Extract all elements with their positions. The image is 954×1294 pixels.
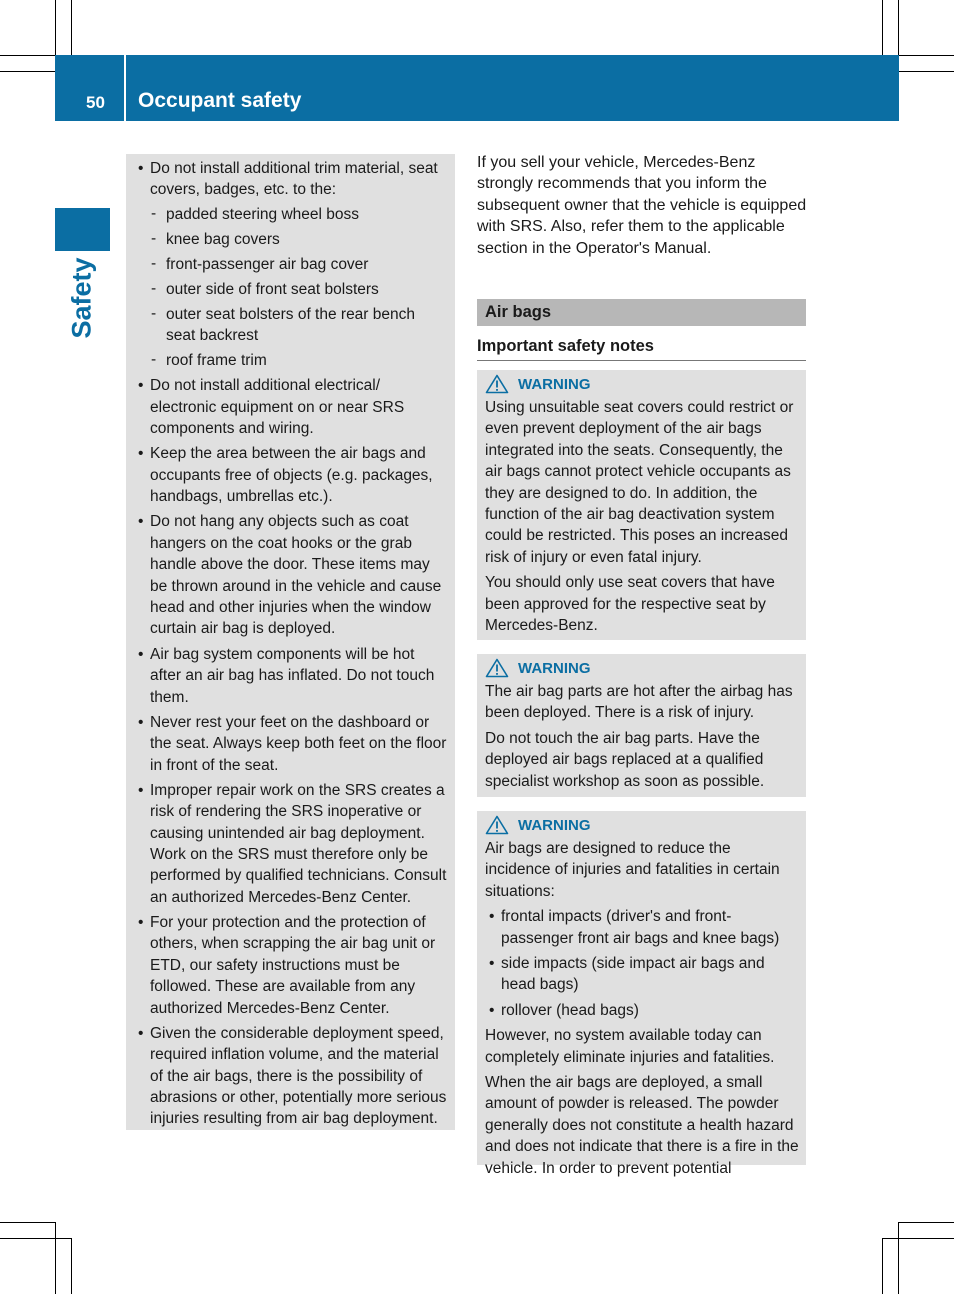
warning-header [485, 814, 799, 836]
warning-text: Using unsuitable seat covers could restrict or even prevent deployment of the air bags integrated into the seats. Consequently, the air bags cannot protect vehicle occupants as they are designed to do. In addition, the function of the air bag deactivation system could be restricted. This poses an increased risk of injury or even fatal injury. [485, 399, 794, 566]
crop-mark [55, 0, 56, 55]
crop-mark [882, 0, 883, 55]
crop-mark [55, 1222, 56, 1294]
section-heading: Air bags [477, 299, 806, 326]
crop-mark [0, 55, 55, 56]
bullet-item: • Do not hang any objects such as coat hangers on the coat hooks or the grab handle above the door. These items may be thrown around in the vehicle and cause head and other injuries when the window curtain air bag is deployed. [136, 511, 448, 639]
dash-item: - outer seat bolsters of the rear bench seat backrest [150, 304, 448, 347]
crop-mark [898, 1222, 899, 1294]
dash-item: - roof frame trim [150, 350, 448, 371]
warning-text: Do not touch the air bag parts. Have the deployed air bags replaced at a qualified specialist workshop as soon as possible. [485, 729, 765, 790]
safety-bullet-list [136, 158, 448, 1130]
crop-mark [882, 1238, 883, 1294]
crop-mark [71, 1238, 72, 1294]
bullet-item [136, 158, 448, 372]
warning-header [485, 373, 799, 395]
bullet-item: • Never rest your feet on the dashboard or the seat. Always keep both feet on the floor in front of the seat. [136, 712, 448, 776]
warning-triangle-icon [485, 374, 509, 394]
bullet-item: • Air bag system components will be hot after an air bag has inflated. Do not touch them. [136, 644, 448, 708]
bullet-item: • Given the considerable deployment speed, required inflation volume, and the material of the air bags, there is the possibility of abrasions or other, potentially more serious injuries resulting from air bag deployment. [136, 1023, 448, 1130]
dash-item: - padded steering wheel boss [150, 204, 448, 225]
header-divider [124, 55, 126, 121]
dash-item: - knee bag covers [150, 229, 448, 250]
subheading: Important safety notes [477, 337, 806, 361]
section-title: Occupant safety [138, 89, 302, 112]
bullet-text: Do not install additional trim material, seat covers, badges, etc. to the: [150, 160, 438, 199]
crop-mark [0, 71, 55, 72]
crop-mark [0, 1222, 55, 1223]
warning-text: You should only use seat covers that have been approved for the respective seat by Mercedes-Benz. [485, 574, 775, 635]
warning-label: WARNING [518, 375, 591, 393]
warning-text: The air bag parts are hot after the airbag has been deployed. There is a risk of injury. [485, 683, 793, 722]
chapter-tab [55, 208, 110, 251]
dash-item: - front-passenger air bag cover [150, 254, 448, 275]
crop-mark [898, 0, 899, 55]
crop-mark [899, 71, 954, 72]
warning-box [477, 654, 806, 797]
warning-text: Air bags are designed to reduce the incidence of injuries and fatalities in certain situations: [485, 840, 780, 900]
list-item: • rollover (head bags) [485, 1000, 799, 1021]
bullet-item: • For your protection and the protection of others, when scrapping the air bag unit or ETD, our safety instructions must be followed. These are available from any authorized Mercedes-Benz Center. [136, 912, 448, 1019]
warning-label: WARNING [518, 816, 591, 834]
page-number: 50 [86, 93, 105, 112]
warning-triangle-icon [485, 815, 509, 835]
crop-mark [0, 1238, 71, 1239]
dash-item: - outer side of front seat bolsters [150, 279, 448, 300]
warning-text: When the air bags are deployed, a small amount of powder is released. The powder generally does not constitute a health hazard and does not indicate that there is a fire in the vehicle. In order to prevent potential [485, 1074, 799, 1177]
crop-mark [899, 1222, 954, 1223]
page-header [55, 55, 899, 121]
list-item: • frontal impacts (driver's and front-passenger front air bags and knee bags) [485, 906, 799, 949]
trim-location-list [150, 204, 448, 372]
safety-notes-box [126, 154, 455, 1130]
warning-label: WARNING [518, 659, 591, 677]
warning-box [477, 811, 806, 1177]
impact-type-list [485, 906, 799, 1021]
warning-triangle-icon [485, 658, 509, 678]
bullet-item: • Keep the area between the air bags and occupants free of objects (e.g. packages, handbags, umbrellas etc.). [136, 443, 448, 507]
warning-box [477, 370, 806, 640]
list-item: • side impacts (side impact air bags and head bags) [485, 953, 799, 996]
warning-header [485, 657, 799, 679]
crop-mark [899, 55, 954, 56]
intro-paragraph: If you sell your vehicle, Mercedes-Benz strongly recommends that you inform the subsequent owner that the vehicle is equipped with SRS. Also, refer them to the applicable section in the Operator's Manual. [477, 154, 807, 257]
warning-text: However, no system available today can completely eliminate injuries and fatalities. [485, 1027, 775, 1066]
bullet-item: • Do not install additional electrical/ electronic equipment on or near SRS components and wiring. [136, 375, 448, 439]
chapter-label: Safety [66, 257, 97, 339]
crop-mark [71, 0, 72, 55]
bullet-item: • Improper repair work on the SRS creates a risk of rendering the SRS inoperative or causing unintended air bag deployment. Work on the SRS must therefore only be performed by qualified technicians. Consult an authorized Mercedes-Benz Center. [136, 780, 448, 908]
crop-mark [882, 1238, 954, 1239]
